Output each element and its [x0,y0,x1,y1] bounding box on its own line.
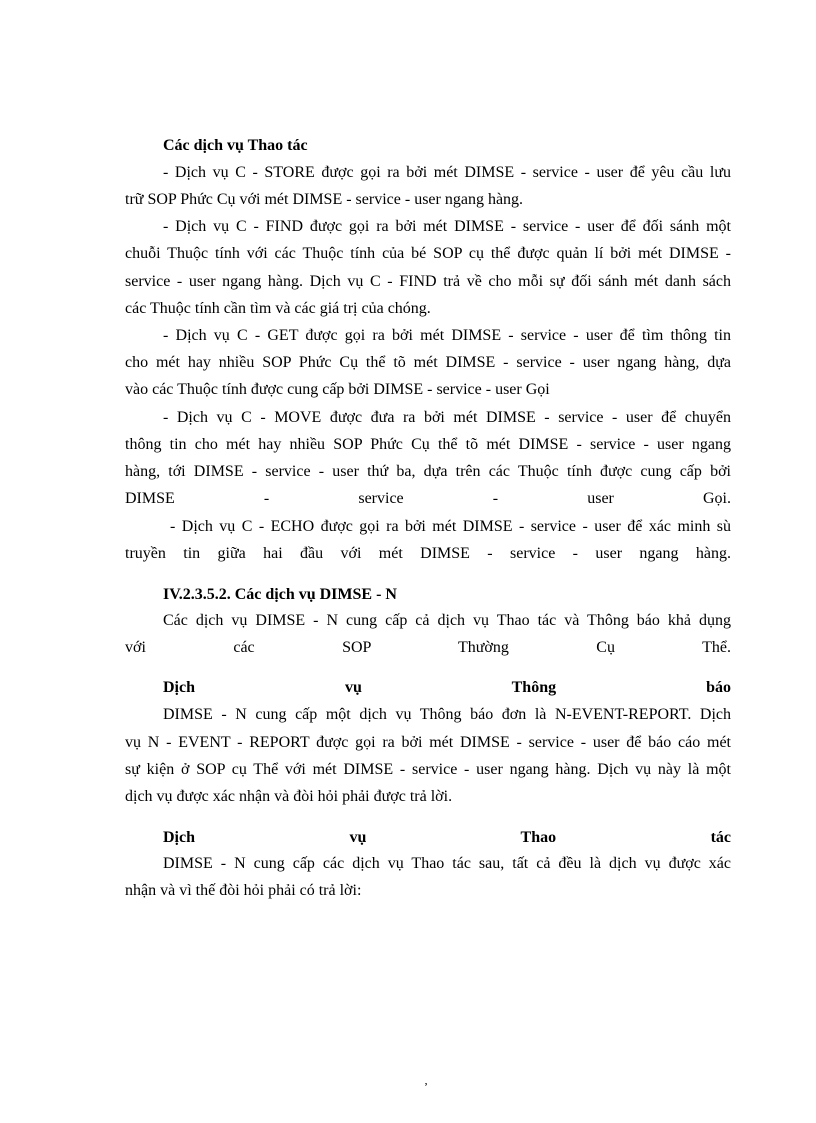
c-find-line-2: chuỗi Thuộc tính với các Thuộc tính của bé SOP cụ thể được quản lí bởi mét DIMSE - [125,245,731,262]
c-find-line-4: các Thuộc tính cần tìm và các giá trị của chóng. [125,300,431,317]
notification-body-line-3: sự kiện ở SOP cụ Thể với mét DIMSE - service - user ngang hàng. Dịch vụ này là một [125,761,731,778]
notification-body-line-1: DIMSE - N cung cấp một dịch vụ Thông báo đơn là N-EVENT-REPORT. Dịch [163,706,731,723]
c-move-line-4: DIMSE - service - user Gọi. [125,490,731,507]
c-get-line-1: - Dịch vụ C - GET được gọi ra bởi mét DIMSE - service - user để tìm thông tin [163,327,731,344]
c-find-line-3: service - user ngang hàng. Dịch vụ C - FIND trả về cho mỗi sự đối sánh mét danh sách [125,273,731,290]
c-get-line-3: vào các Thuộc tính được cung cấp bởi DIMSE - service - user Gọi [125,381,550,398]
c-store-line-1: - Dịch vụ C - STORE được gọi ra bởi mét DIMSE - service - user để yêu cầu lưu [163,164,731,181]
c-store-line-2: trữ SOP Phức Cụ với mét DIMSE - service - user ngang hàng. [125,191,524,208]
operation-body-line-2: nhận và vì thế đòi hỏi phải có trả lời: [125,882,362,899]
c-find-line-1: - Dịch vụ C - FIND được gọi ra bởi mét DIMSE - service - user để đối sánh một [163,218,731,235]
c-echo-line-2: truyền tin giữa hai đầu với mét DIMSE - service - user ngang hàng. [125,545,731,562]
notification-body-line-2: vụ N - EVENT - REPORT được gọi ra bởi mét DIMSE - service - user để báo cáo mét [125,734,731,751]
c-move-line-1: - Dịch vụ C - MOVE được đưa ra bởi mét DIMSE - service - user để chuyển [163,409,731,426]
notification-service-heading: Dịch vụ Thông báo [163,679,731,696]
page-mark: ‚ [424,1073,428,1087]
dimse-n-intro-line-2: với các SOP Thường Cụ Thể. [125,639,731,656]
operation-body-line-1: DIMSE - N cung cấp các dịch vụ Thao tác sau, tất cả đều là dịch vụ được xác [163,855,731,872]
dimse-n-intro-line-1: Các dịch vụ DIMSE - N cung cấp cả dịch vụ Thao tác và Thông báo khả dụng [163,612,731,629]
operation-service-heading: Dịch vụ Thao tác [163,829,731,846]
c-echo-line-1: - Dịch vụ C - ECHO được gọi ra bởi mét DIMSE - service - user để xác minh sù [170,518,731,535]
c-get-line-2: cho mét hay nhiều SOP Phức Cụ thể tõ mét DIMSE - service - user ngang hàng, dựa [125,354,731,371]
c-move-line-3: hàng, tới DIMSE - service - user thứ ba, dựa trên các Thuộc tính được cung cấp bởi [125,463,731,480]
subsection-heading-dimse-n: IV.2.3.5.2. Các dịch vụ DIMSE - N [163,586,397,603]
section-heading-operations: Các dịch vụ Thao tác [163,137,308,154]
notification-body-line-4: dịch vụ được xác nhận và đòi hỏi phải được trả lời. [125,788,453,805]
c-move-line-2: thông tin cho mét hay nhiều SOP Phức Cụ thể tõ mét DIMSE - service - user ngang [125,436,731,453]
